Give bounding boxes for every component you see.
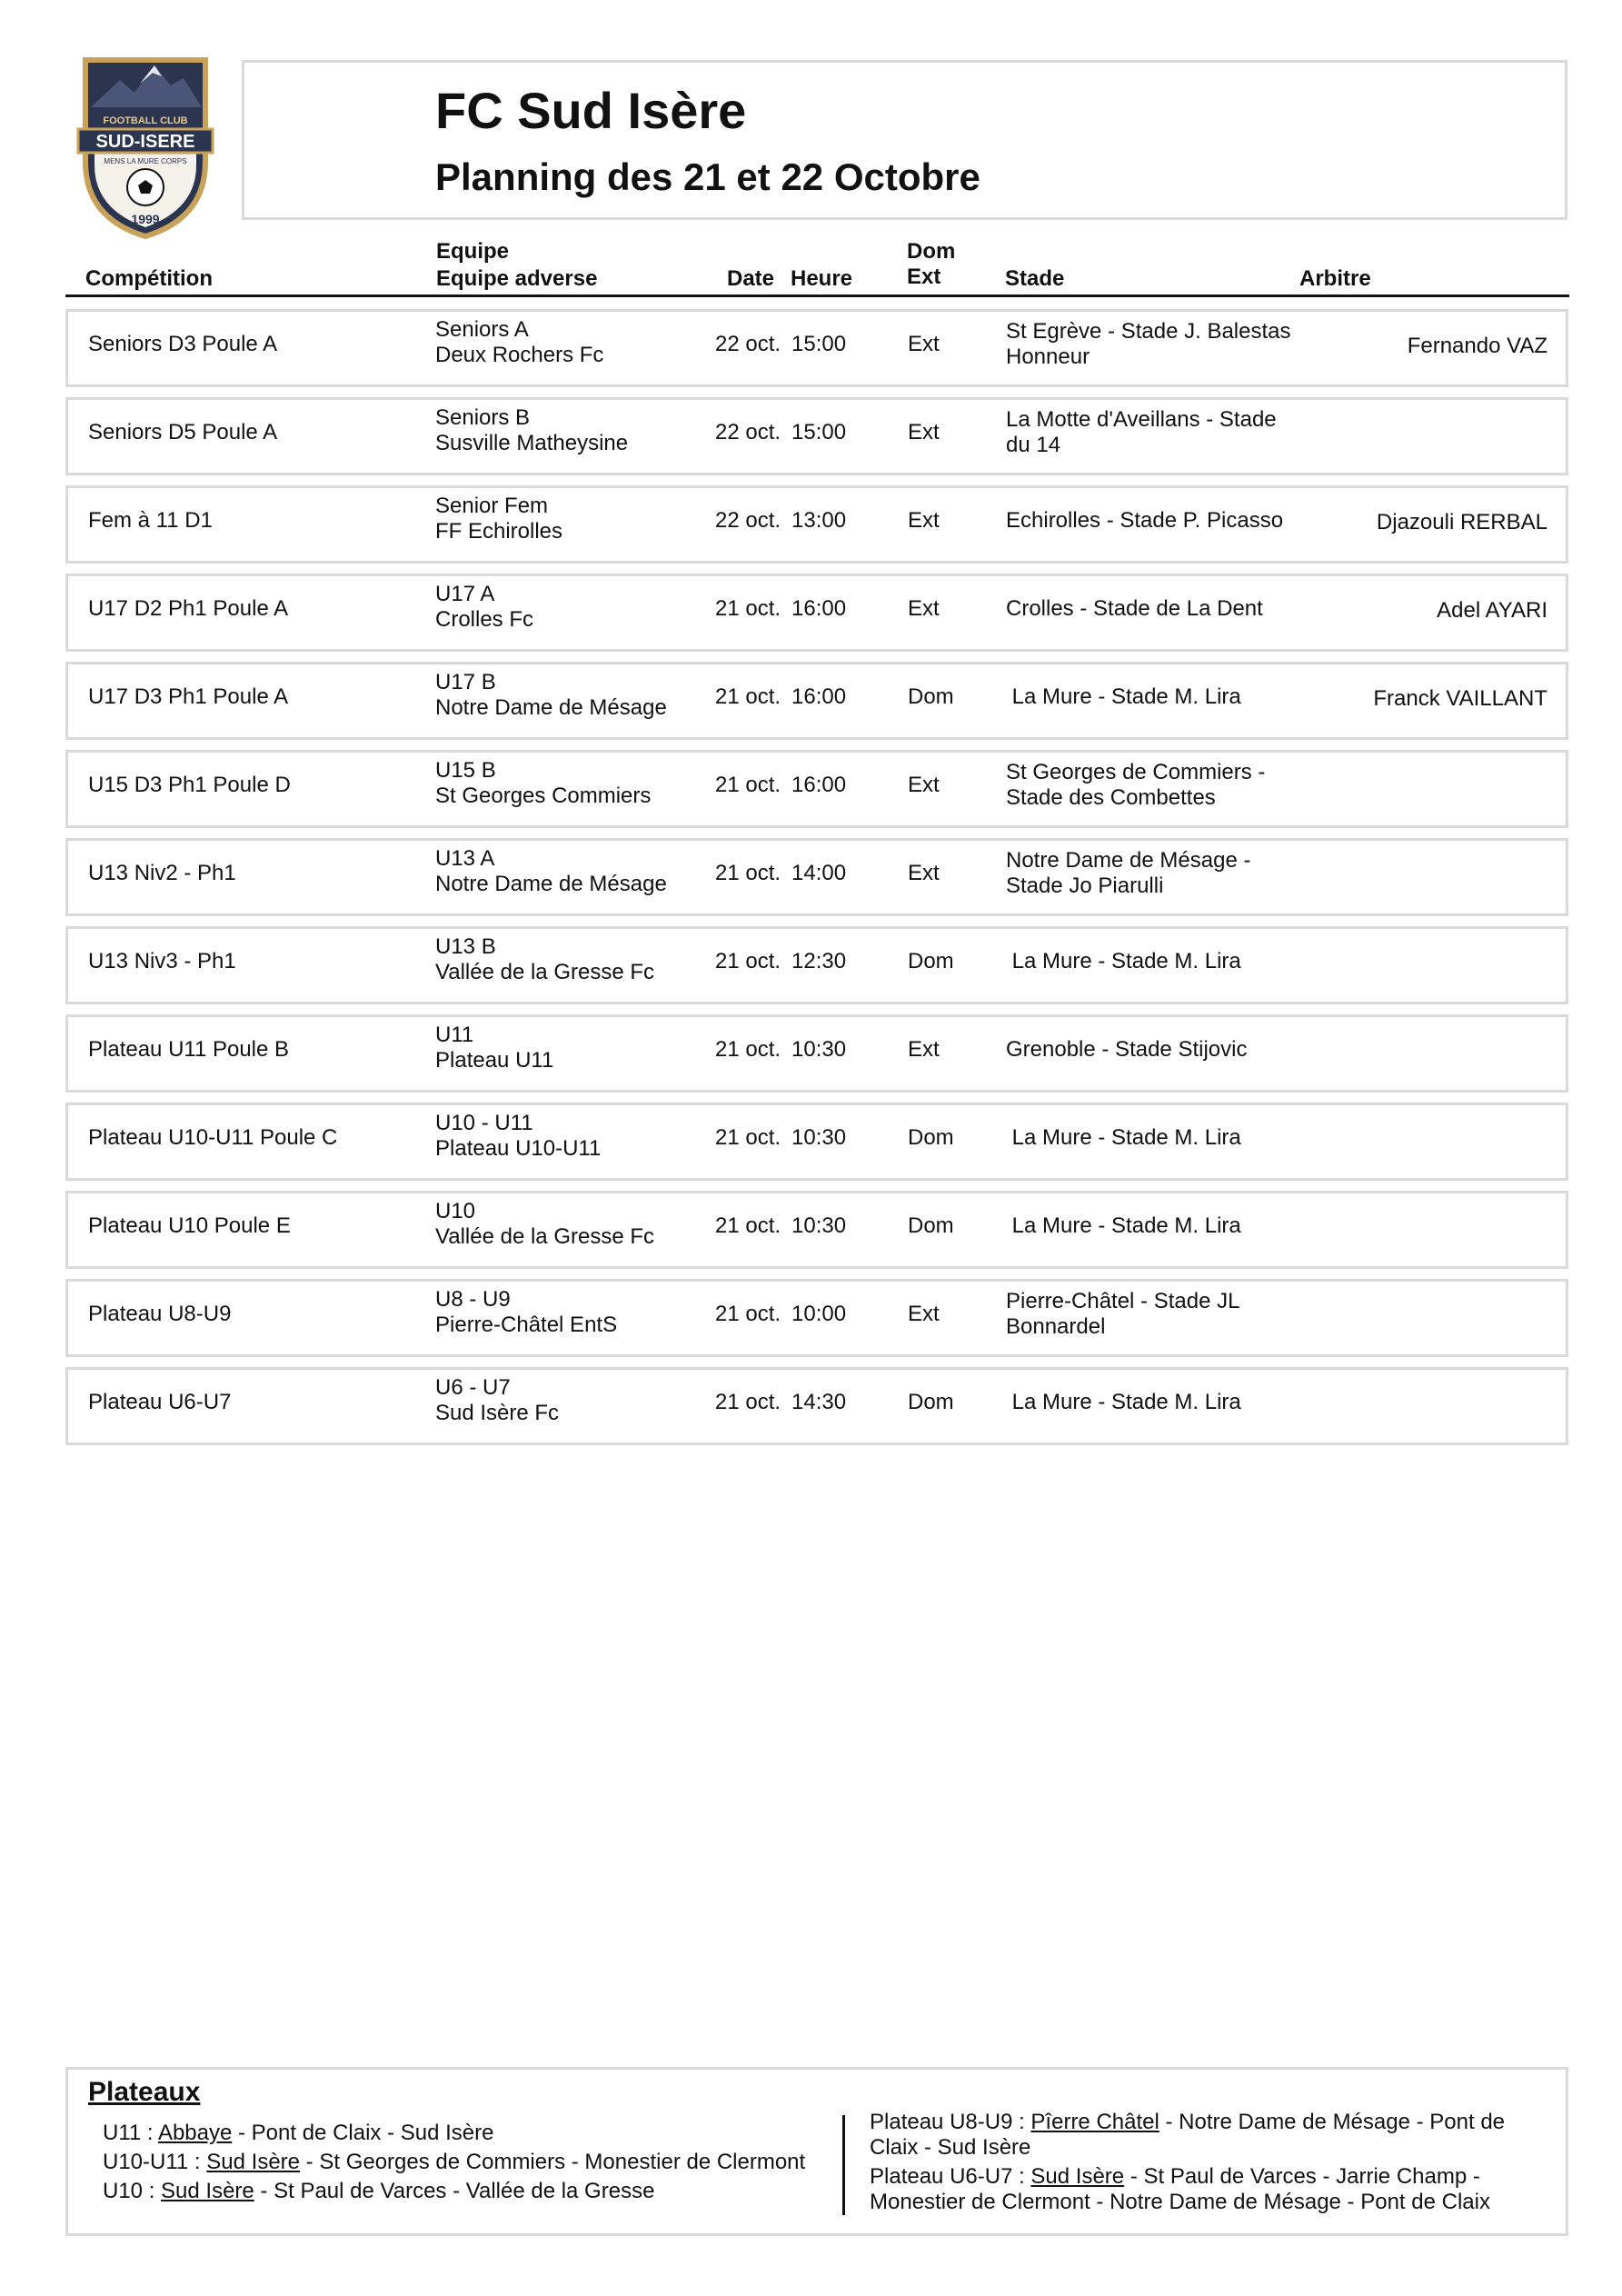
match-competition: Seniors D5 Poule A xyxy=(88,420,278,444)
match-date: 21 oct. xyxy=(715,1037,781,1062)
match-arbitre: Djazouli RERBAL xyxy=(1376,510,1547,534)
match-equipe: U6 - U7 xyxy=(435,1375,511,1400)
match-teams xyxy=(435,670,667,721)
col-header-equipe: Equipe xyxy=(436,239,510,264)
logo-text-2: SUD-ISERE xyxy=(95,132,195,152)
match-stade: La Motte d'Aveillans - Stade du 14 xyxy=(1006,407,1277,457)
match-equipe: U8 - U9 xyxy=(435,1287,511,1312)
plateau-clubs: - Pont de Claix - Sud Isère xyxy=(232,2121,494,2145)
match-competition: U17 D3 Ph1 Poule A xyxy=(88,684,289,709)
plateau-host: Abbaye xyxy=(157,2121,233,2145)
match-stade: La Mure - Stade M. Lira xyxy=(1006,1213,1241,1238)
match-adverse: Plateau U10-U11 xyxy=(435,1136,602,1161)
match-date: 21 oct. xyxy=(715,1213,781,1238)
plateau-clubs: - St Paul de Varces - Jarrie Champ - Monestier de Clermont - Notre Dame de Mésage - Pont de Claix xyxy=(870,2164,1490,2214)
match-adverse: FF Echirolles xyxy=(435,519,563,544)
match-equipe: U17 B xyxy=(435,670,496,694)
match-teams xyxy=(435,1111,601,1162)
match-stade: Crolles - Stade de La Dent xyxy=(1006,596,1263,621)
match-equipe: U15 B xyxy=(435,758,496,783)
match-dom-ext: Dom xyxy=(908,1125,954,1150)
col-header-equipe-adverse: Equipe adverse xyxy=(436,266,598,291)
match-adverse: Susville Matheysine xyxy=(435,431,629,455)
match-teams xyxy=(435,846,667,897)
match-adverse: Notre Dame de Mésage xyxy=(435,695,667,720)
match-competition: U13 Niv3 - Ph1 xyxy=(88,949,236,973)
match-row xyxy=(65,1014,1568,1093)
col-header-date: Date xyxy=(727,266,775,291)
match-date: 21 oct. xyxy=(715,596,781,621)
match-heure: 13:00 xyxy=(791,508,847,533)
match-teams xyxy=(435,494,562,544)
match-heure: 10:30 xyxy=(791,1125,847,1150)
match-competition: U17 D2 Ph1 Poule A xyxy=(88,596,289,621)
match-date: 22 oct. xyxy=(715,420,781,444)
match-adverse: Deux Rochers Fc xyxy=(435,343,604,367)
match-adverse: Vallée de la Gresse Fc xyxy=(435,960,654,984)
col-header-dom: Dom xyxy=(907,239,956,264)
match-adverse: Sud Isère Fc xyxy=(435,1401,560,1425)
match-competition: Plateau U11 Poule B xyxy=(88,1037,290,1062)
plateau-line xyxy=(103,2121,493,2146)
match-equipe: Seniors A xyxy=(435,317,529,342)
logo-text-3: MENS LA MURE CORPS xyxy=(104,157,187,165)
match-row xyxy=(65,1103,1568,1181)
match-adverse: Plateau U11 xyxy=(435,1048,554,1073)
match-heure: 15:00 xyxy=(791,420,847,444)
match-teams xyxy=(435,934,654,985)
match-equipe: Senior Fem xyxy=(435,494,549,518)
match-adverse: Pierre-Châtel EntS xyxy=(435,1313,618,1337)
match-date: 22 oct. xyxy=(715,508,781,533)
plateau-host: Sud Isère xyxy=(206,2150,301,2174)
match-competition: U13 Niv2 - Ph1 xyxy=(88,861,236,885)
plateau-line xyxy=(103,2179,654,2204)
logo-year: 1999 xyxy=(131,212,160,226)
match-row xyxy=(65,485,1568,564)
match-dom-ext: Dom xyxy=(908,1213,954,1238)
plateau-line xyxy=(870,2110,1542,2161)
match-row xyxy=(65,750,1568,828)
match-adverse: St Georges Commiers xyxy=(435,784,652,808)
match-date: 21 oct. xyxy=(715,861,781,885)
match-teams xyxy=(435,758,651,809)
match-teams xyxy=(435,317,603,368)
match-stade: St Egrève - Stade J. Balestas Honneur xyxy=(1006,319,1291,369)
match-date: 21 oct. xyxy=(715,1390,781,1414)
plateau-host: Pîerre Châtel xyxy=(1030,2110,1159,2134)
match-adverse: Notre Dame de Mésage xyxy=(435,872,667,896)
plateau-category: Plateau U8-U9 : xyxy=(870,2110,1031,2134)
match-heure: 14:30 xyxy=(791,1390,847,1414)
match-row xyxy=(65,1367,1568,1445)
match-heure: 14:00 xyxy=(791,861,847,885)
match-dom-ext: Ext xyxy=(908,596,940,621)
match-competition: Seniors D3 Poule A xyxy=(88,332,278,356)
page-title: FC Sud Isère xyxy=(435,82,747,139)
page-subtitle: Planning des 21 et 22 Octobre xyxy=(435,155,980,198)
plateau-host: Sud Isère xyxy=(1030,2164,1125,2189)
title-box xyxy=(242,60,1567,220)
plateau-line xyxy=(870,2164,1542,2215)
match-stade: Pierre-Châtel - Stade JL Bonnardel xyxy=(1006,1289,1239,1339)
match-dom-ext: Dom xyxy=(908,684,954,709)
col-header-stade: Stade xyxy=(1005,266,1065,291)
match-equipe: U17 A xyxy=(435,582,495,606)
col-header-arbitre: Arbitre xyxy=(1299,266,1371,291)
header-divider xyxy=(65,294,1569,297)
match-date: 22 oct. xyxy=(715,332,781,356)
match-equipe: U10 - U11 xyxy=(435,1111,533,1135)
match-arbitre: Franck VAILLANT xyxy=(1373,686,1547,711)
match-dom-ext: Ext xyxy=(908,508,940,533)
match-stade: La Mure - Stade M. Lira xyxy=(1006,949,1241,973)
match-adverse: Crolles Fc xyxy=(435,607,534,632)
plateau-category: U11 : xyxy=(103,2121,158,2145)
plateau-clubs: - St Georges de Commiers - Monestier de Clermont xyxy=(300,2150,806,2174)
plateau-clubs: - Notre Dame de Mésage - Pont de Claix - Sud Isère xyxy=(870,2110,1506,2160)
club-logo xyxy=(76,53,214,240)
match-heure: 16:00 xyxy=(791,773,847,797)
match-equipe: U13 B xyxy=(435,934,496,959)
match-arbitre: Adel AYARI xyxy=(1437,598,1547,623)
match-heure: 12:30 xyxy=(791,949,847,973)
match-equipe: U11 xyxy=(435,1023,474,1047)
match-teams xyxy=(435,1287,617,1338)
match-equipe: U13 A xyxy=(435,846,495,871)
plateaux-divider xyxy=(842,2115,845,2215)
match-dom-ext: Ext xyxy=(908,420,940,444)
match-competition: Plateau U10-U11 Poule C xyxy=(88,1125,338,1150)
match-heure: 10:00 xyxy=(791,1302,847,1326)
match-stade: La Mure - Stade M. Lira xyxy=(1006,684,1241,709)
match-competition: U15 D3 Ph1 Poule D xyxy=(88,773,291,797)
col-header-heure: Heure xyxy=(791,266,853,291)
match-teams xyxy=(435,1375,559,1426)
plateau-category: Plateau U6-U7 : xyxy=(870,2164,1031,2189)
match-row xyxy=(65,1191,1568,1269)
match-dom-ext: Ext xyxy=(908,332,940,356)
match-stade: La Mure - Stade M. Lira xyxy=(1006,1125,1241,1150)
match-date: 21 oct. xyxy=(715,773,781,797)
match-row xyxy=(65,309,1568,387)
plateau-category: U10 : xyxy=(103,2179,162,2203)
match-stade: Grenoble - Stade Stijovic xyxy=(1006,1037,1248,1062)
match-row xyxy=(65,838,1568,916)
match-row xyxy=(65,1279,1568,1357)
match-row xyxy=(65,397,1568,475)
match-heure: 15:00 xyxy=(791,332,847,356)
match-arbitre: Fernando VAZ xyxy=(1407,334,1547,358)
match-row xyxy=(65,662,1568,740)
plateaux-box xyxy=(65,2067,1568,2236)
match-stade: La Mure - Stade M. Lira xyxy=(1006,1390,1241,1414)
match-dom-ext: Ext xyxy=(908,861,940,885)
match-teams xyxy=(435,1023,553,1073)
match-teams xyxy=(435,405,628,456)
match-competition: Plateau U6-U7 xyxy=(88,1390,232,1414)
plateau-clubs: - St Paul de Varces - Vallée de la Gresse xyxy=(254,2179,655,2203)
match-teams xyxy=(435,582,533,633)
match-date: 21 oct. xyxy=(715,949,781,973)
match-date: 21 oct. xyxy=(715,1302,781,1326)
match-dom-ext: Dom xyxy=(908,949,954,973)
match-heure: 16:00 xyxy=(791,684,847,709)
match-dom-ext: Ext xyxy=(908,773,940,797)
match-heure: 16:00 xyxy=(791,596,847,621)
match-stade: Notre Dame de Mésage - Stade Jo Piarulli xyxy=(1006,848,1251,898)
plateaux-title: Plateaux xyxy=(88,2077,201,2107)
col-header-competition: Compétition xyxy=(85,266,213,291)
match-equipe: U10 xyxy=(435,1199,476,1223)
match-heure: 10:30 xyxy=(791,1213,847,1238)
plateau-host: Sud Isère xyxy=(161,2179,254,2203)
match-dom-ext: Dom xyxy=(908,1390,954,1414)
match-dom-ext: Ext xyxy=(908,1037,940,1062)
col-header-ext: Ext xyxy=(907,265,941,289)
plateau-category: U10-U11 : xyxy=(103,2150,207,2174)
plateau-line xyxy=(103,2150,805,2175)
match-competition: Plateau U8-U9 xyxy=(88,1302,232,1326)
match-competition: Plateau U10 Poule E xyxy=(88,1213,291,1238)
match-stade: St Georges de Commiers - Stade des Combettes xyxy=(1006,760,1266,810)
match-competition: Fem à 11 D1 xyxy=(88,508,213,533)
match-stade: Echirolles - Stade P. Picasso xyxy=(1006,508,1284,533)
match-equipe: Seniors B xyxy=(435,405,531,430)
match-row xyxy=(65,926,1568,1004)
match-heure: 10:30 xyxy=(791,1037,847,1062)
match-row xyxy=(65,574,1568,652)
match-dom-ext: Ext xyxy=(908,1302,940,1326)
match-adverse: Vallée de la Gresse Fc xyxy=(435,1224,654,1249)
match-date: 21 oct. xyxy=(715,1125,781,1150)
match-teams xyxy=(435,1199,654,1250)
logo-text-1: FOOTBALL CLUB xyxy=(103,115,188,126)
match-date: 21 oct. xyxy=(715,684,781,709)
